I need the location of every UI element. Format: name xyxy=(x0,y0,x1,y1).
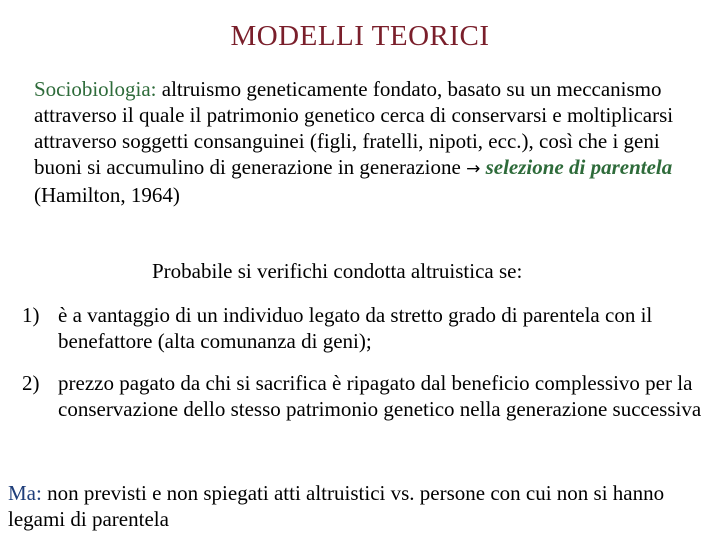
condition-item-1 xyxy=(22,302,702,354)
citation: (Hamilton, 1964) xyxy=(34,183,180,207)
condition-text: prezzo pagato da chi si sacrifica è ripagato dal beneficio complessivo per la conservazione dello stesso patrimonio genetico nella generazione successiva xyxy=(58,371,702,421)
intro-text: altruismo geneticamente fondato, basato su un meccanismo attraverso il quale il patrimonio genetico cerca di conservarsi e moltiplicarsi attraverso soggetti consanguinei (figli, fratelli, nipoti, ecc.), così che i geni buoni si accumulino di generazione in generazione xyxy=(34,77,674,179)
condition-item-2 xyxy=(22,370,702,422)
lead-sentence: Probabile si verifichi condotta altruistica se: xyxy=(152,259,523,283)
ma-label: Ma: xyxy=(8,481,42,505)
condition-number: 1) xyxy=(22,303,40,327)
kin-selection-term: selezione di parentela xyxy=(485,155,673,179)
arrow-right-icon: → xyxy=(466,159,481,179)
condition-text: è a vantaggio di un individuo legato da stretto grado di parentela con il benefattore (alta comunanza di geni); xyxy=(58,303,653,353)
condition-number: 2) xyxy=(22,371,40,395)
sociobiology-term: Sociobiologia: xyxy=(34,77,157,101)
footer-text: non previsti e non spiegati atti altruistici vs. persone con cui non si hanno legami di parentela xyxy=(8,481,665,531)
intro-paragraph xyxy=(34,76,689,208)
footer-note xyxy=(8,480,708,532)
conditions-list xyxy=(22,302,702,438)
slide-title: MODELLI TEORICI xyxy=(230,20,490,52)
